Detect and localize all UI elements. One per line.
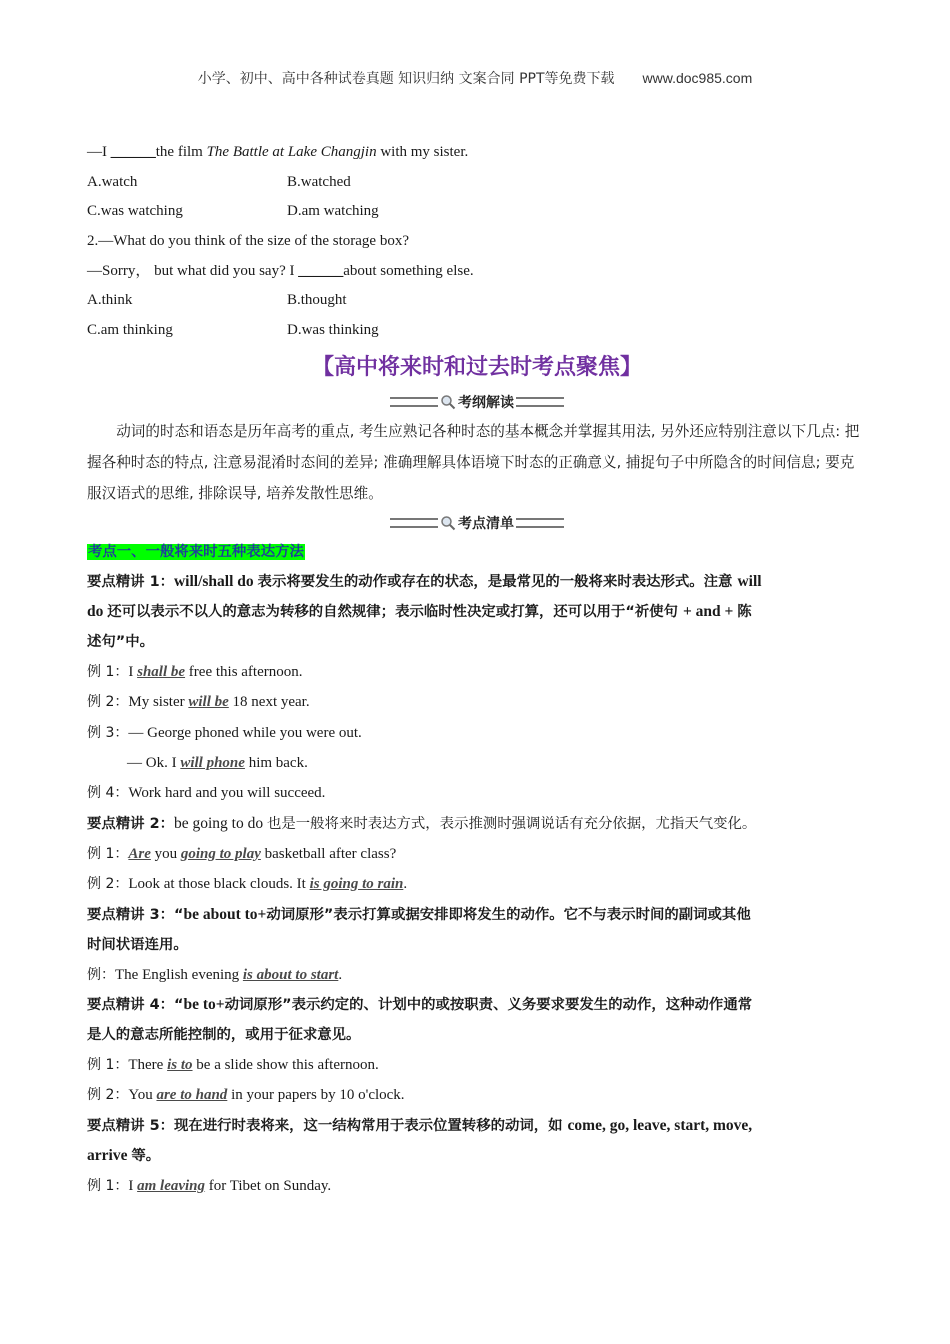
divider-syllabus [87,388,867,416]
point-3-l2: 时间状语连用。 [87,936,188,953]
divider-bars-right [516,518,564,528]
document-body [87,138,867,1201]
point-5 [87,1111,867,1171]
divider-checklist [87,509,867,537]
example-text: Look at those black clouds. It [128,876,310,893]
section-title: 【高中将来时和过去时考点聚焦】 [311,354,642,380]
point-4-label: 要点精讲 4： [87,996,174,1013]
q1-option-d: D.am watching [287,203,379,220]
point-1-l2-en: do [87,602,108,620]
example-label: 例 2： [87,694,129,711]
point-1-en2: will [737,572,762,590]
example-answer: is about to start [242,966,339,983]
intro-paragraph: 动词的时态和语态是历年高考的重点, 考生应熟记各种时态的基本概念并掌握其用法, 另外还应特别注意以下几点: 把握各种时态的特点, 注意易混淆时态间的差异; 准确理解具体语境下时态的正确意义, 捕捉句子中所隐含的时间信息; 要克服汉语式的思维, 排除误导, 培养发散性思维。 [87,422,860,502]
example-2-2 [87,869,867,899]
point-5-cn: 现在进行时表将来，这一结构常用于表示位置转移的动词，如 [173,1117,568,1134]
example-1-3 [87,718,867,748]
example-label: 例 1： [87,1056,129,1073]
example-text: The English evening [115,966,243,983]
q1-pre: —I [87,144,111,160]
example-4-2 [87,1080,867,1110]
example-text: for Tibet on Sunday. [205,1177,332,1194]
example-answer: going to play [180,845,261,862]
example-text: in your papers by 10 o'clock. [227,1087,405,1104]
example-text: My sister [128,694,189,711]
point-5-en: come, go, leave, start, move, [567,1116,753,1134]
point-4-l2: 是人的意志所能控制的，或用于征求意见。 [87,1026,361,1043]
q1-stem [87,138,867,168]
point-2-en: be going to do [173,814,267,832]
point-1-l2-cn: 还可以表示不以人的意志为转移的自然规律；表示临时性决定或打算，还可以用于“祈使句 [107,603,683,620]
example-label: 例 2： [87,1087,129,1104]
example-label: 例 2： [87,876,129,893]
magnifier-icon [440,515,456,531]
point-1-cn: 表示将要发生的动作或存在的状态，是最常见的一般将来时表达形式。注意 [257,573,738,590]
example-answer: is to [167,1056,193,1073]
point-4 [87,990,867,1050]
example-4-1 [87,1050,867,1080]
q1-mid: the film [155,144,207,160]
point-3 [87,900,867,960]
example-text: — Ok. I [127,754,181,771]
point-5-l2-en: arrive [87,1146,132,1164]
example-text: There [128,1056,168,1073]
example-answer: Are [128,845,151,862]
point-2-label: 要点精讲 2： [87,815,174,832]
example-label: 例 1： [87,845,129,862]
point-3-quote: “ [173,906,184,923]
point-5-label: 要点精讲 5： [87,1117,174,1134]
example-label: 例： [87,966,115,983]
example-text: I [128,1177,138,1194]
example-text: Work hard and you will succeed. [128,785,326,802]
example-answer: am leaving [137,1177,206,1194]
example-text: . [338,966,343,983]
point-3-en: be about to+ [183,905,267,923]
q1-option-c: C.was watching [87,203,183,220]
point-2-cn: 也是一般将来时表达方式，表示推测时强调说话有充分依据，尤指天气变化。 [266,815,757,832]
header-text: 小学、初中、高中各种试卷真题 知识归纳 文案合同 PPT等免费下载 [197,71,615,87]
example-text: be a slide show this afternoon. [192,1056,379,1073]
q2-line2 [87,257,867,287]
example-label: 例 4： [87,785,129,802]
example-3 [87,960,867,990]
divider-syllabus-label: 考纲解读 [458,394,514,411]
topic-1-heading [87,537,867,567]
example-text: free this afternoon. [185,663,303,680]
example-answer: is going to rain [309,876,404,893]
q2-option-d: D.was thinking [287,322,379,339]
point-1-l3: 述句”中。 [87,633,155,650]
q1-options-row2 [87,197,867,227]
q2-post: about something else. [343,262,474,279]
point-1-l2-en2: + and + [682,602,738,620]
example-1-2 [87,687,867,717]
q1-option-b: B.watched [287,173,351,190]
point-2 [87,809,867,839]
q2-option-b: B.thought [287,292,347,309]
q2-pre: —Sorry， but what did you say? I [87,262,299,279]
point-3-cn: 动词原形”表示打算或据安排即将发生的动作。它不与表示时间的副词或其他 [266,906,751,923]
example-1-1 [87,657,867,687]
example-answer: are to hand [156,1087,228,1104]
point-4-cn: 动词原形”表示约定的、计划中的或按职责、义务要求要发生的动作，这种动作通常 [224,996,753,1013]
example-1-3-reply [87,748,867,778]
example-1-4 [87,778,867,808]
example-2-1 [87,839,867,869]
point-1-l2-cn2: 陈 [737,603,752,620]
example-text: 18 next year. [228,694,310,711]
q1-options-row1 [87,168,867,198]
q2-option-a: A.think [87,292,133,309]
example-5-1 [87,1171,867,1201]
q1-option-a: A.watch [87,173,138,190]
q2-blank: ______ [298,262,344,279]
page-header [0,68,950,88]
example-text: you [150,845,181,862]
example-text: — George phoned while you were out. [128,724,362,741]
divider-bars-left [390,518,438,528]
header-url[interactable]: www.doc985.com [642,70,753,86]
point-4-en: be to+ [183,995,225,1013]
point-5-l2-cn: 等。 [131,1147,161,1164]
point-1-label: 要点精讲 1： [87,573,174,590]
example-text: . [403,876,408,893]
divider-bars-left [390,397,438,407]
example-answer: shall be [137,663,186,680]
example-text: him back. [244,754,308,771]
q2-stem: 2.—What do you think of the size of the storage box? [87,233,410,250]
example-text: You [128,1087,157,1104]
point-1 [87,567,867,657]
q2-option-c: C.am thinking [87,322,173,339]
divider-bars-right [516,397,564,407]
q1-film-title: The Battle at Lake Changjin [206,144,377,160]
example-answer: will phone [180,754,245,771]
example-text: I [128,663,138,680]
magnifier-icon [440,394,456,410]
point-1-en: will/shall do [173,572,258,590]
q1-blank: ______ [110,144,156,160]
q2-options-row2 [87,316,867,346]
divider-checklist-label: 考点清单 [458,515,514,532]
example-text: basketball after class? [260,845,397,862]
q2-options-row1 [87,286,867,316]
example-label: 例 3： [87,724,129,741]
example-answer: will be [188,694,229,711]
topic-1-highlight: 考点一、一般将来时五种表达方法 [88,543,304,560]
point-3-label: 要点精讲 3： [87,906,174,923]
q1-post: with my sister. [376,144,469,160]
example-label: 例 1： [87,663,129,680]
example-label: 例 1： [87,1177,129,1194]
point-4-quote: “ [173,996,184,1013]
